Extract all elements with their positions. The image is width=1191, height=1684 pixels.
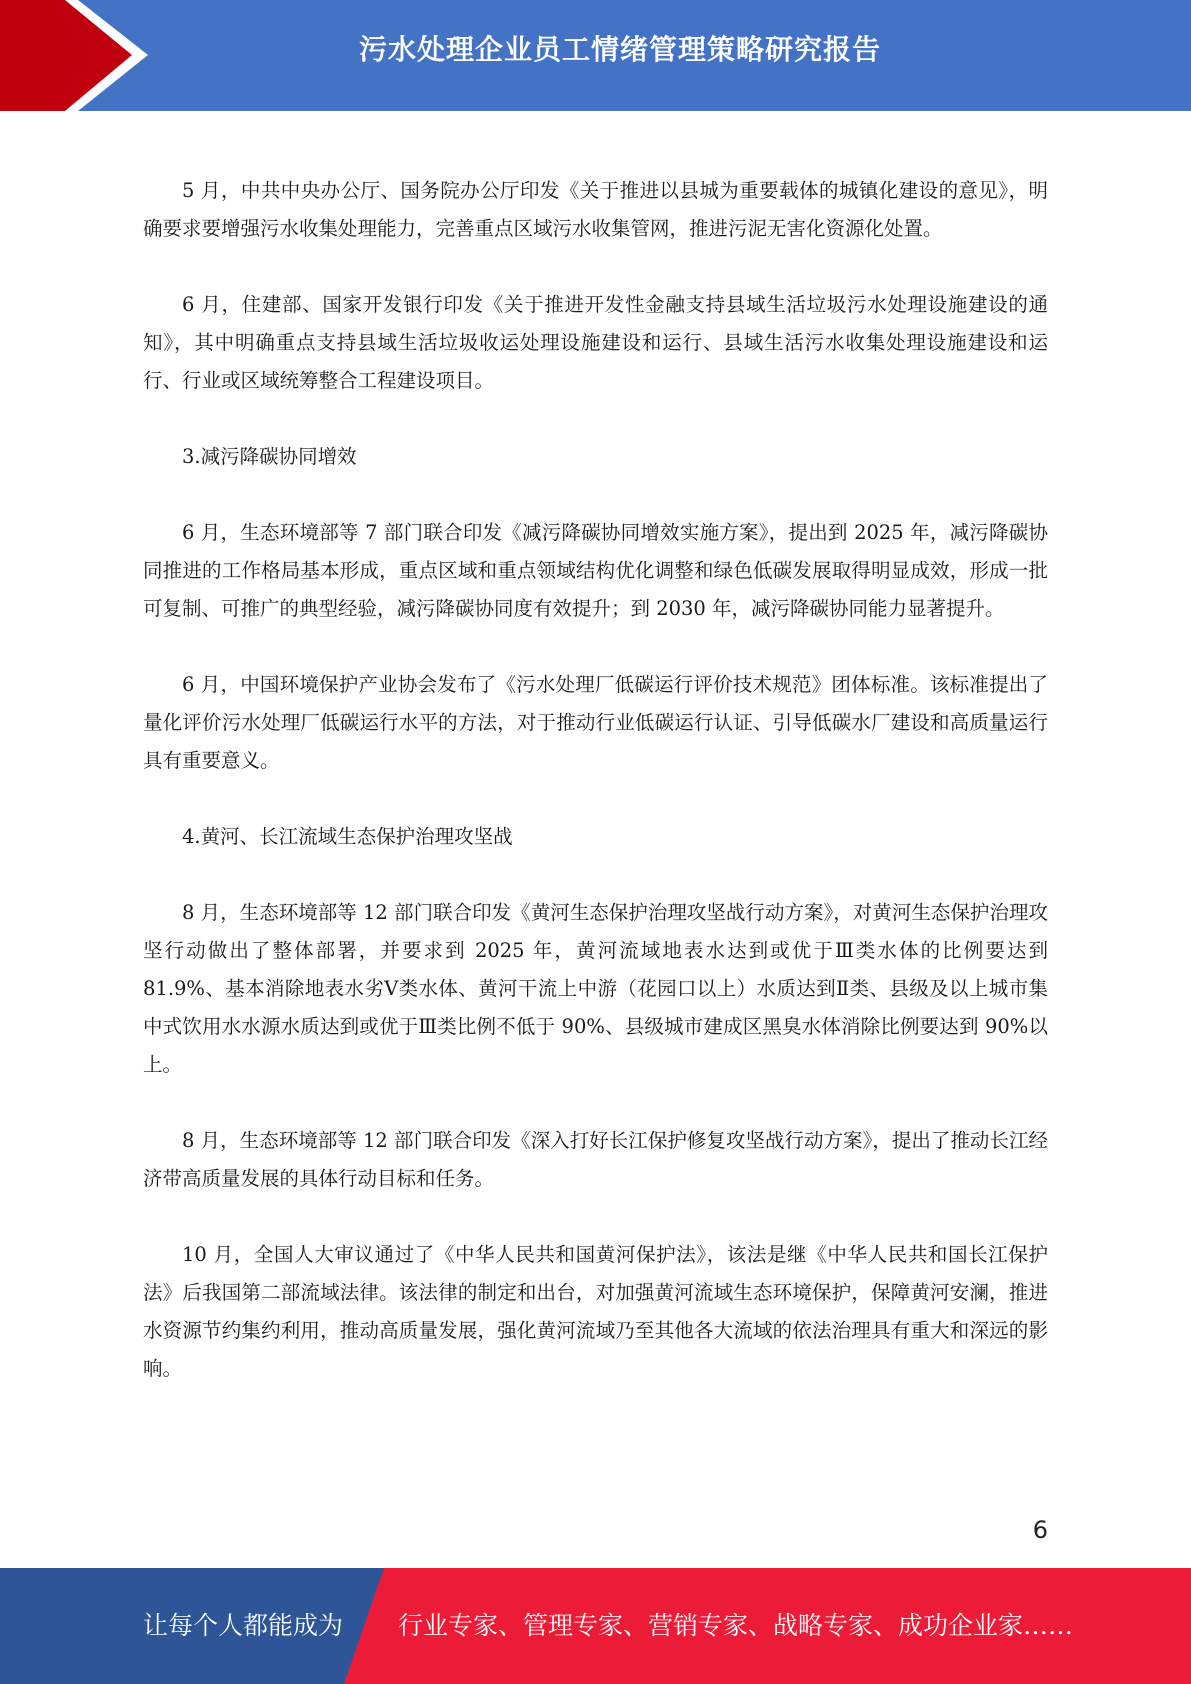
paragraph: 5 月，中共中央办公厅、国务院办公厅印发《关于推进以县城为重要载体的城镇化建设的意见》，明确要求要增强污水收集处理能力，完善重点区域污水收集管网，推进污泥无害化资源化处置。 xyxy=(143,179,1048,240)
footer-slogan-left: 让每个人都能成为 xyxy=(143,1611,344,1640)
page-header xyxy=(0,0,1191,111)
header-title: 污水处理企业员工情绪管理策略研究报告 xyxy=(358,33,881,66)
paragraph: 8 月，生态环境部等 12 部门联合印发《深入打好长江保护修复攻坚战行动方案》，提出了推动长江经济带高质量发展的具体行动目标和任务。 xyxy=(143,1129,1048,1190)
paragraph: 6 月，生态环境部等 7 部门联合印发《减污降碳协同增效实施方案》，提出到 2025 年，减污降碳协同推进的工作格局基本形成，重点区域和重点领域结构优化调整和绿色低碳发展取得明显成效，形成一批可复制、可推广的典型经验，减污降碳协同度有效提升；到 2030 年，减污降碳协同能力显著提升。 xyxy=(143,521,1048,620)
paragraph: 6 月，住建部、国家开发银行印发《关于推进开发性金融支持县域生活垃圾污水处理设施建设的通知》，其中明确重点支持县域生活垃圾收运处理设施建设和运行、县域生活污水收集处理设施建设和运行、行业或区域统筹整合工程建设项目。 xyxy=(143,293,1048,392)
document-body xyxy=(143,172,1048,1426)
paragraph: 6 月，中国环境保护产业协会发布了《污水处理厂低碳运行评价技术规范》团体标准。该标准提出了量化评价污水处理厂低碳运行水平的方法，对于推动行业低碳运行认证、引导低碳水厂建设和高质量运行具有重要意义。 xyxy=(143,673,1048,772)
section-heading: 3.减污降碳协同增效 xyxy=(182,445,357,468)
footer-slogan-right: 行业专家、管理专家、营销专家、战略专家、成功企业家…… xyxy=(398,1611,1074,1640)
page-number: 6 xyxy=(1032,1516,1048,1544)
section-heading: 4.黄河、长江流域生态保护治理攻坚战 xyxy=(182,825,513,848)
page-footer xyxy=(0,1568,1191,1684)
paragraph: 8 月，生态环境部等 12 部门联合印发《黄河生态保护治理攻坚战行动方案》，对黄河生态保护治理攻坚行动做出了整体部署，并要求到 2025 年，黄河流域地表水达到或优于Ⅲ类水体的比例要达到 81.9%、基本消除地表水劣Ⅴ类水体、黄河干流上中游（花园口以上）水质达到Ⅱ类、县级及以上城市集中式饮用水水源水质达到或优于Ⅲ类比例不低于 90%、县级城市建成区黑臭水体消除比例要达到 90%以上。 xyxy=(143,901,1048,1076)
paragraph: 10 月，全国人大审议通过了《中华人民共和国黄河保护法》，该法是继《中华人民共和国长江保护法》后我国第二部流域法律。该法律的制定和出台，对加强黄河流域生态环境保护，保障黄河安澜，推进水资源节约集约利用，推动高质量发展，强化黄河流域乃至其他各大流域的依法治理具有重大和深远的影响。 xyxy=(143,1243,1048,1380)
